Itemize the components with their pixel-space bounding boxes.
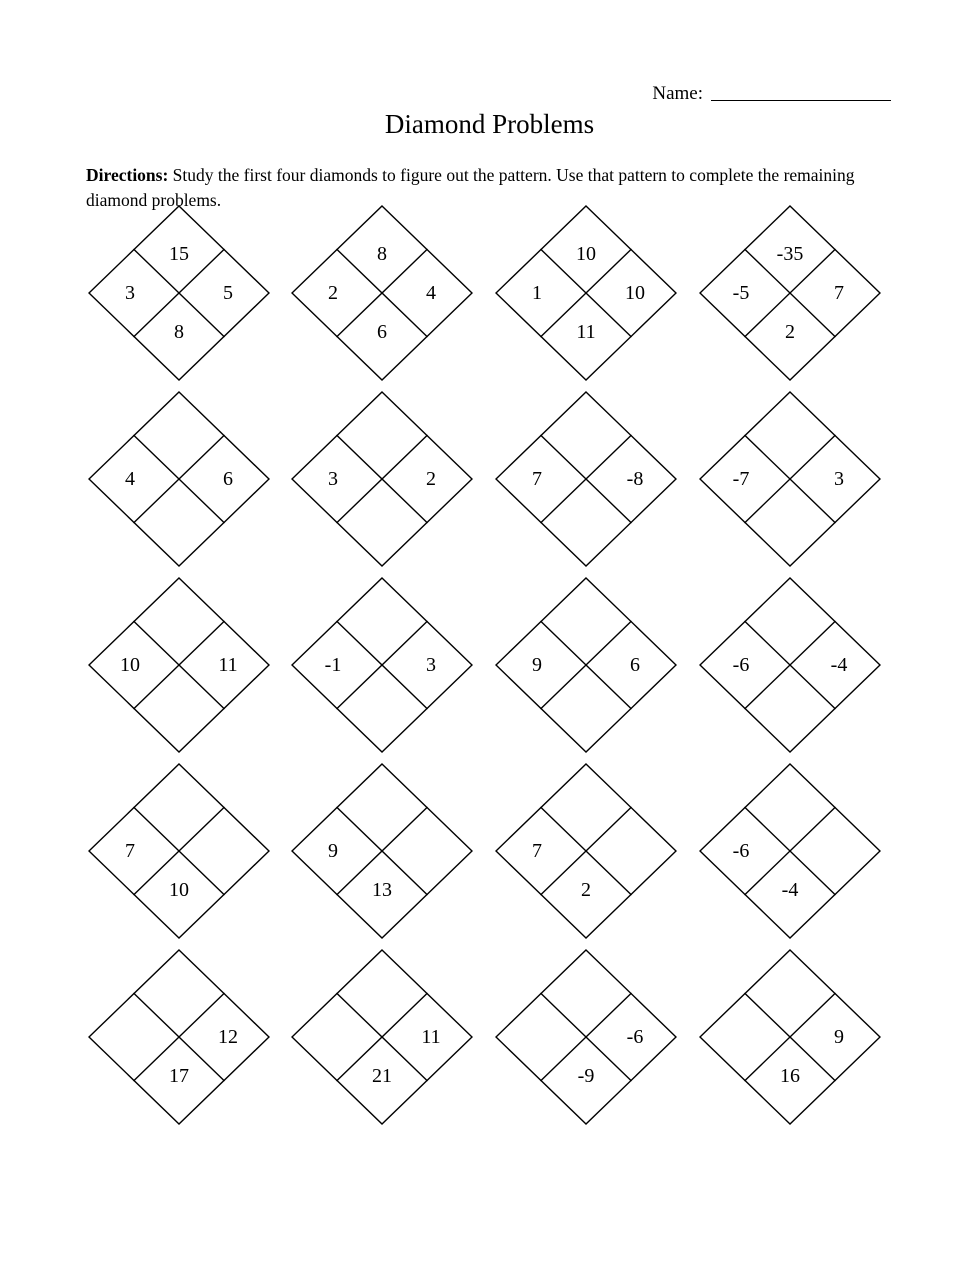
diamond-problem: [291, 763, 473, 939]
diamond-cell-right: 12: [218, 1026, 238, 1048]
diamond-problem: [88, 763, 270, 939]
diamond-cell-right: 9: [834, 1026, 844, 1048]
diamond-cell-left: 7: [532, 468, 542, 490]
name-label: Name:: [652, 83, 703, 104]
diamond-problem: [699, 391, 881, 567]
diamond-problem: [495, 949, 677, 1125]
diamond-cell-left: 9: [328, 840, 338, 862]
diamond-row: [0, 577, 979, 763]
diamond-cell-left: -6: [732, 654, 750, 676]
diamond-cell-right: 6: [630, 654, 640, 676]
diamond-cell-left: -1: [324, 654, 342, 676]
diamond-problem: [699, 205, 881, 381]
diamond-cell-bottom: 6: [377, 321, 387, 343]
diamond-cell-right: -4: [830, 654, 848, 676]
diamond-cell-left: 3: [328, 468, 338, 490]
diamond-cell-left: -5: [732, 282, 750, 304]
diamond-problem: [495, 763, 677, 939]
diamond-problem: [495, 205, 677, 381]
diamond-cell-top: 15: [169, 243, 189, 265]
diamond-cell-bottom: 16: [780, 1065, 800, 1087]
diamond-cell-bottom: 13: [372, 879, 392, 901]
diamond-cell-left: 2: [328, 282, 338, 304]
diamond-cell-left: 3: [125, 282, 135, 304]
diamond-cell-right: -8: [626, 468, 644, 490]
diamond-problem: [291, 949, 473, 1125]
diamond-cell-top: 8: [377, 243, 387, 265]
diamond-cell-right: 3: [426, 654, 436, 676]
diamond-grid: [0, 205, 979, 1135]
diamond-cell-bottom: 17: [169, 1065, 189, 1087]
diamond-cell-right: 11: [421, 1026, 441, 1048]
name-field-row: [652, 84, 891, 104]
diamond-problem: [699, 577, 881, 753]
diamond-problem: [291, 205, 473, 381]
directions-label: Directions:: [86, 165, 169, 185]
diamond-cell-right: 11: [218, 654, 238, 676]
diamond-problem: [495, 577, 677, 753]
diamond-cell-right: 6: [223, 468, 233, 490]
diamond-cell-bottom: 21: [372, 1065, 392, 1087]
diamond-cell-right: 7: [834, 282, 844, 304]
diamond-cell-right: 2: [426, 468, 436, 490]
diamond-cell-left: 7: [125, 840, 135, 862]
diamond-cell-left: 9: [532, 654, 542, 676]
diamond-cell-bottom: -9: [577, 1065, 595, 1087]
diamond-problem: [291, 391, 473, 567]
diamond-cell-left: -6: [732, 840, 750, 862]
diamond-cell-right: 4: [426, 282, 436, 304]
diamond-cell-bottom: 2: [581, 879, 591, 901]
diamond-cell-left: 4: [125, 468, 135, 490]
diamond-problem: [88, 205, 270, 381]
diamond-cell-left: 1: [532, 282, 542, 304]
diamond-cell-left: 10: [120, 654, 140, 676]
diamond-cell-bottom: 8: [174, 321, 184, 343]
diamond-cell-bottom: 2: [785, 321, 795, 343]
diamond-cell-bottom: -4: [781, 879, 799, 901]
diamond-cell-right: -6: [626, 1026, 644, 1048]
diamond-cell-bottom: 10: [169, 879, 189, 901]
diamond-cell-right: 5: [223, 282, 233, 304]
diamond-cell-bottom: 11: [576, 321, 596, 343]
diamond-row: [0, 949, 979, 1135]
diamond-problem: [699, 763, 881, 939]
page-title: Diamond Problems: [384, 109, 595, 139]
name-write-in-line[interactable]: [711, 100, 891, 101]
diamond-cell-top: -35: [776, 243, 804, 265]
diamond-row: [0, 391, 979, 577]
diamond-problem: [88, 577, 270, 753]
diamond-row: [0, 763, 979, 949]
directions-text: Study the first four diamonds to figure out the pattern. Use that pattern to complete the remaining diamond problems.: [86, 165, 855, 210]
diamond-problem: [699, 949, 881, 1125]
diamond-cell-top: 10: [576, 243, 596, 265]
diamond-problem: [88, 949, 270, 1125]
diamond-cell-left: -7: [732, 468, 750, 490]
diamond-row: [0, 205, 979, 391]
diamond-problem: [88, 391, 270, 567]
diamond-cell-left: 7: [532, 840, 542, 862]
diamond-cell-right: 10: [625, 282, 645, 304]
diamond-cell-right: 3: [834, 468, 844, 490]
diamond-problem: [291, 577, 473, 753]
diamond-problem: [495, 391, 677, 567]
